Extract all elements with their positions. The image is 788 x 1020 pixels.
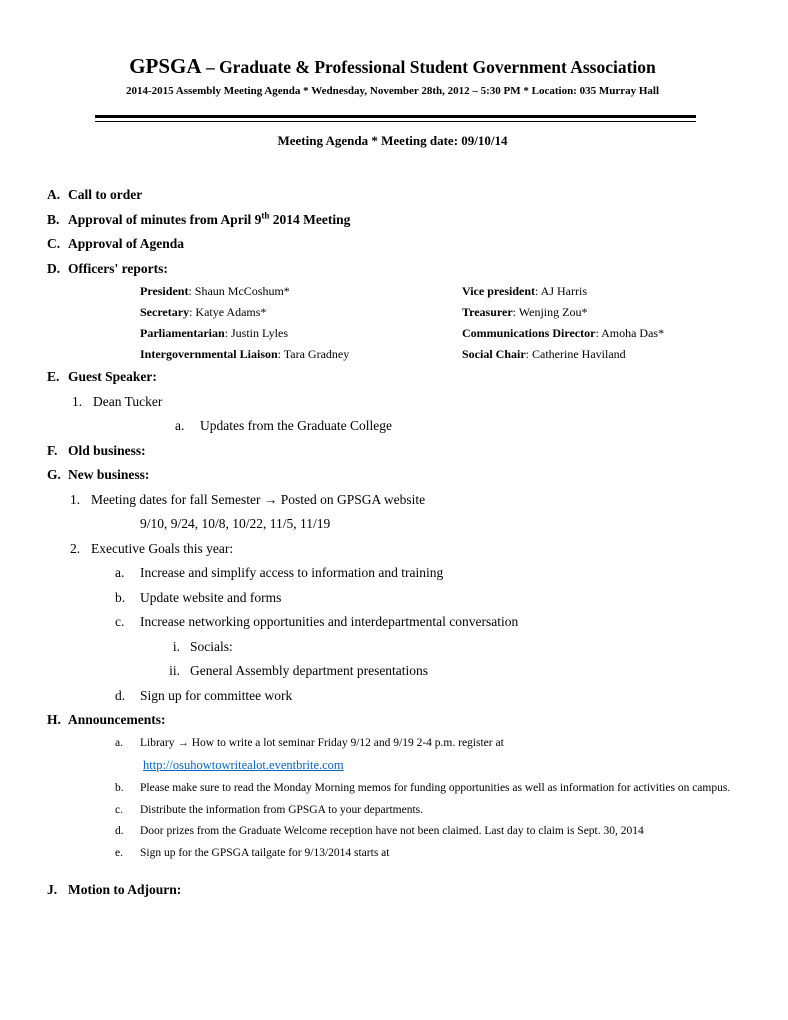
officers-block — [47, 285, 738, 361]
new-business-item-2 — [70, 541, 738, 556]
meeting-dates-list: 9/10, 9/24, 10/8, 10/22, 11/5, 11/19 — [140, 516, 331, 531]
item-letter: c. — [115, 614, 125, 629]
item-letter: E. — [47, 369, 60, 384]
officer-role: Parliamentarian — [140, 326, 225, 340]
item-letter: H. — [47, 712, 61, 727]
item-text: Call to order — [68, 187, 143, 202]
item-text: Approval of Agenda — [68, 236, 185, 251]
officer-row — [140, 306, 738, 319]
item-text: Guest Speaker: — [68, 369, 157, 384]
agenda-item-old-business — [47, 443, 738, 458]
agenda-item-approval-minutes — [47, 212, 738, 227]
item-letter: b. — [115, 589, 126, 605]
item-text: Executive Goals this year: — [91, 540, 234, 556]
officer-role: President — [140, 284, 189, 298]
executive-goal-c — [115, 614, 738, 629]
officer-name: : Amoha Das* — [595, 326, 665, 340]
item-letter: B. — [47, 211, 60, 227]
agenda-item-officers-reports — [47, 261, 738, 276]
officer-cell — [140, 285, 462, 298]
new-business-item-1 — [70, 492, 738, 507]
officer-role: Secretary — [140, 305, 190, 319]
item-letter: a. — [175, 418, 185, 433]
officer-name: : Shaun McCoshum* — [188, 284, 290, 298]
item-number: 2. — [70, 540, 81, 556]
officer-cell — [140, 327, 462, 340]
item-number: 1. — [70, 491, 81, 507]
officer-role: Vice president — [462, 284, 535, 298]
announcement-d — [115, 825, 738, 838]
title-dash: – — [205, 57, 215, 77]
item-text — [68, 212, 350, 227]
officer-cell — [462, 285, 738, 298]
ordinal-superscript: th — [261, 210, 270, 220]
item-text: Increase networking opportunities and interdepartmental conversation — [140, 614, 519, 629]
item-text: New business: — [68, 467, 150, 482]
officer-cell — [140, 348, 462, 361]
announcement-c — [115, 804, 738, 817]
item-letter: F. — [47, 442, 58, 458]
officer-name: : Tara Gradney — [277, 347, 350, 361]
officer-row — [140, 348, 738, 361]
item-letter: d. — [115, 687, 126, 703]
officer-name: : Justin Lyles — [224, 326, 288, 340]
header-rule — [95, 115, 696, 122]
meeting-date-line: Meeting Agenda * Meeting date: 09/10/14 — [277, 133, 508, 148]
item-text: Library → How to write a lot seminar Friday 9/12 and 9/19 2-4 p.m. register at — [140, 736, 504, 749]
item-text: Sign up for the GPSGA tailgate for 9/13/2014 starts at — [140, 846, 390, 859]
officer-name: : Catherine Haviland — [525, 347, 626, 361]
item-text: Door prizes from the Graduate Welcome reception have not been claimed. Last day to claim is Sept. 30, 2014 — [140, 825, 644, 837]
page-title — [47, 55, 738, 78]
guest-speaker-item — [72, 394, 738, 409]
officer-cell — [140, 306, 462, 319]
item-number: 1. — [72, 393, 83, 409]
officer-role: Treasurer — [462, 305, 513, 319]
item-letter: d. — [115, 825, 124, 837]
item-roman-numeral: i. — [172, 638, 180, 654]
agenda-item-new-business — [47, 467, 738, 482]
officer-cell — [462, 348, 738, 361]
officer-row — [140, 285, 738, 298]
item-letter: C. — [47, 236, 61, 251]
item-text: Sign up for committee work — [140, 687, 293, 703]
guest-speaker-subitem — [175, 418, 738, 433]
item-letter: e. — [115, 846, 123, 859]
org-acronym: GPSGA — [129, 54, 202, 78]
officer-role: Communications Director — [462, 326, 596, 340]
item-letter: D. — [47, 260, 61, 276]
item-text: Socials: — [190, 638, 233, 654]
executive-goal-b — [115, 590, 738, 605]
minutes-text-post: 2014 Meeting — [269, 211, 351, 227]
item-text: Distribute the information from GPSGA to your departments. — [140, 803, 423, 816]
agenda-item-call-to-order — [47, 187, 738, 202]
item-text: Officers' reports: — [68, 260, 168, 276]
officer-row — [140, 327, 738, 340]
officer-role: Social Chair — [462, 347, 526, 361]
item-letter: b. — [115, 782, 124, 794]
item-letter: a. — [115, 736, 123, 749]
item-text: Dean Tucker — [93, 393, 163, 409]
announcement-a — [115, 737, 738, 750]
item-text: Increase and simplify access to information and training — [140, 565, 444, 580]
officer-name: : Katye Adams* — [189, 305, 267, 319]
item-letter: G. — [47, 467, 61, 482]
executive-goal-d — [115, 688, 738, 703]
item-text: Announcements: — [68, 712, 166, 727]
item-text: Meeting dates for fall Semester → Posted on GPSGA website — [91, 491, 426, 507]
officer-name: : Wenjing Zou* — [512, 305, 588, 319]
item-text: Please make sure to read the Monday Morning memos for funding opportunities as well as information for activities on campus. — [140, 782, 731, 794]
agenda-item-motion-to-adjourn — [47, 882, 738, 897]
executive-goal-a — [115, 565, 738, 580]
item-text: Updates from the Graduate College — [200, 418, 392, 433]
agenda-item-guest-speaker — [47, 369, 738, 384]
announcement-e — [115, 847, 738, 860]
goal-c-sub-i — [152, 639, 738, 654]
item-letter: c. — [115, 803, 123, 816]
officer-name: : AJ Harris — [535, 284, 587, 298]
officer-cell — [462, 306, 738, 319]
agenda-subtitle: 2014-2015 Assembly Meeting Agenda * Wednesday, November 28th, 2012 – 5:30 PM * Location: 035 Murray Hall — [125, 85, 660, 97]
eventbrite-link[interactable]: http://osuhowtowritealot.eventbrite.com — [143, 758, 344, 772]
item-text: Old business: — [68, 442, 146, 458]
item-letter: A. — [47, 187, 61, 202]
minutes-text-pre: Approval of minutes from April 9 — [68, 211, 262, 227]
item-text: General Assembly department presentations — [190, 663, 429, 678]
officer-cell — [462, 327, 738, 340]
item-text: Motion to Adjourn: — [68, 881, 182, 897]
announcement-b — [115, 782, 738, 795]
goal-c-sub-ii — [152, 663, 738, 678]
agenda-item-approval-agenda — [47, 236, 738, 251]
announcement-link-line — [143, 758, 738, 773]
item-letter: a. — [115, 565, 125, 580]
item-text: Update website and forms — [140, 589, 282, 605]
officer-role: Intergovernmental Liaison — [140, 347, 278, 361]
item-letter: J. — [47, 881, 58, 897]
item-roman-numeral: ii. — [169, 663, 180, 678]
org-full-name: Graduate & Professional Student Government Association — [219, 57, 656, 77]
agenda-item-announcements — [47, 712, 738, 727]
